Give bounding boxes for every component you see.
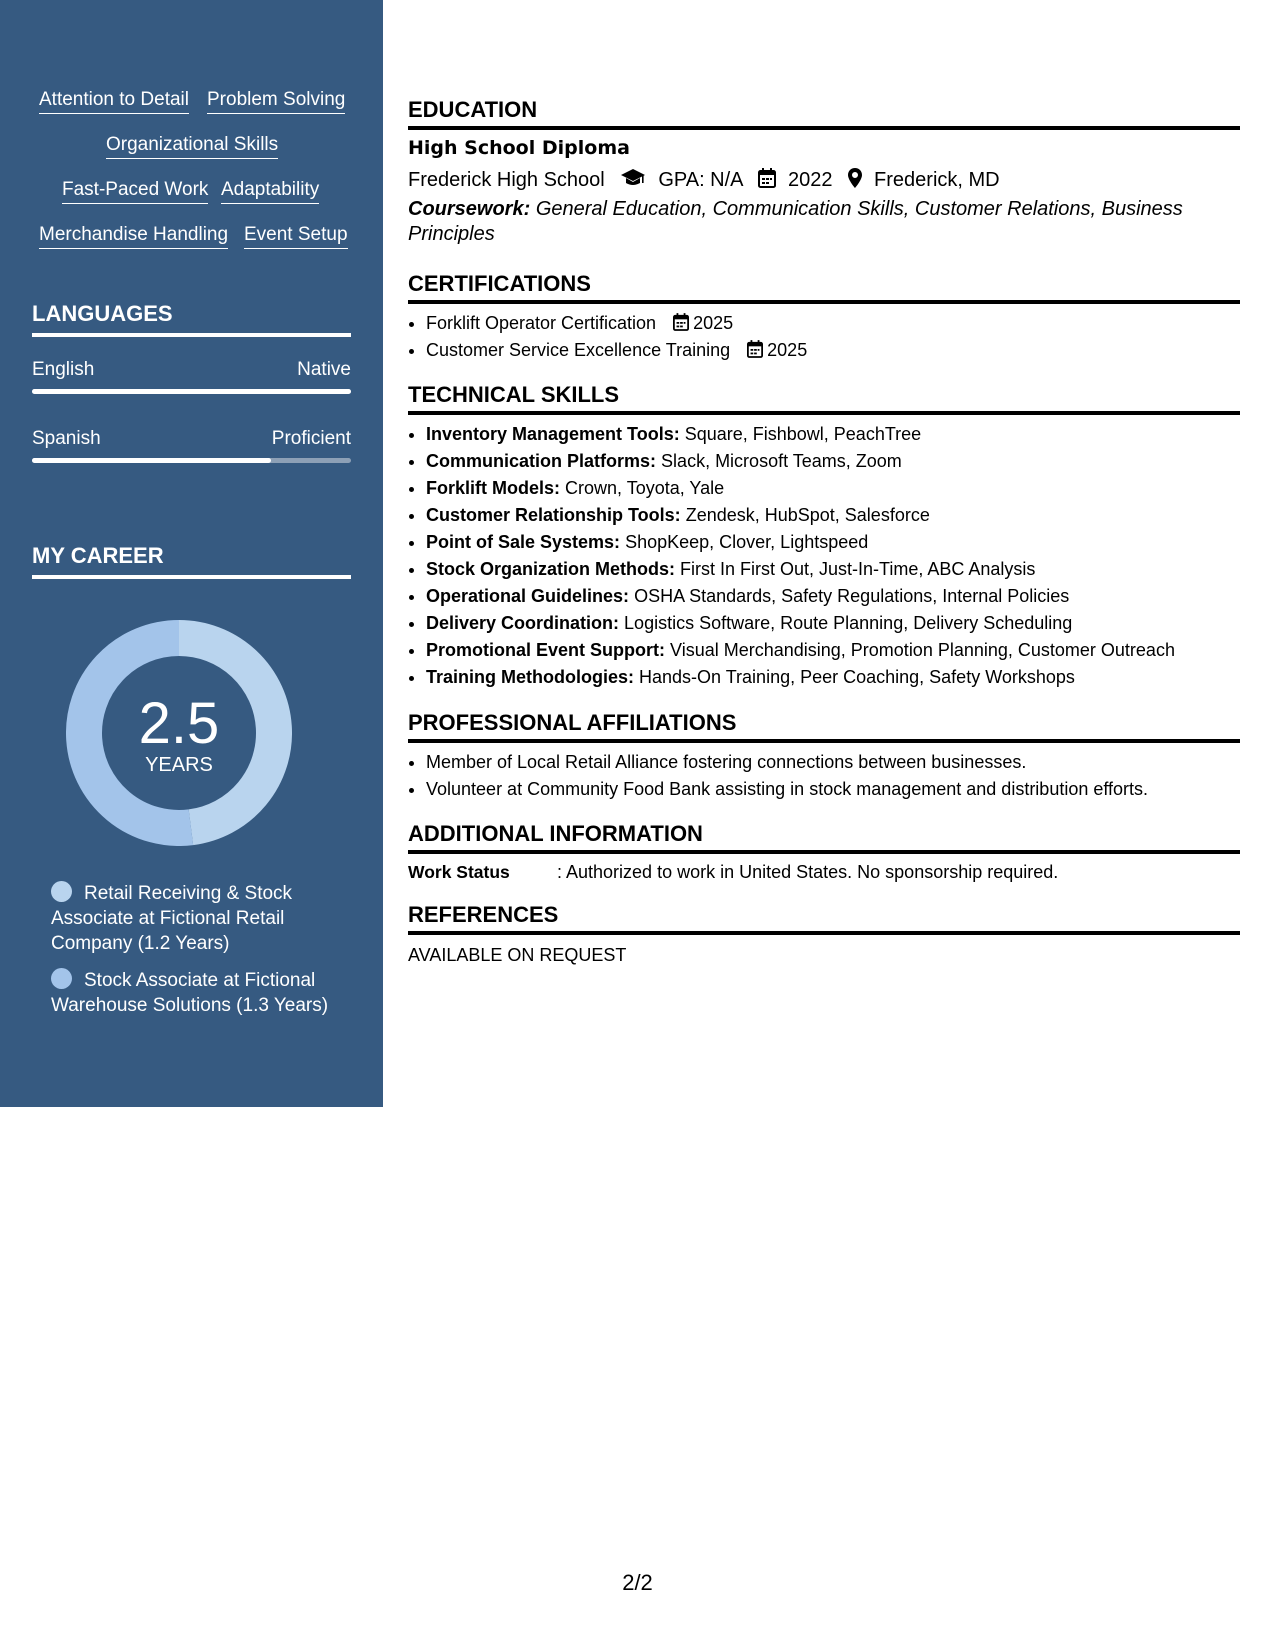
work-status-value: : Authorized to work in United States. No sponsorship required. (557, 862, 1059, 882)
skill-label: Operational Guidelines: (426, 586, 630, 606)
career-item (51, 968, 341, 1018)
certification-year: 2025 (767, 339, 808, 360)
skill-value: Logistics Software, Route Planning, Delivery Scheduling (624, 613, 1073, 633)
calendar-icon (673, 313, 689, 331)
references-text: AVAILABLE ON REQUEST (408, 945, 627, 965)
language-row (32, 359, 351, 381)
career-item (51, 881, 341, 956)
coursework-list: General Education, Communication Skills, Customer Relations, Business Principles (408, 198, 1183, 245)
skill-tag: Merchandise Handling (39, 222, 228, 249)
skill-value: Hands-On Training, Peer Coaching, Safety Workshops (639, 667, 1075, 687)
education-heading: EDUCATION (408, 96, 1240, 130)
career-total-unit: YEARS (145, 754, 213, 776)
career-legend-dot (51, 881, 72, 902)
language-bar (32, 458, 351, 463)
coursework-label: Coursework: (408, 198, 531, 220)
school-location: Frederick, MD (874, 169, 1000, 191)
list-item (426, 337, 1236, 364)
skill-label: Inventory Management Tools: (426, 424, 680, 444)
list-item (426, 421, 1236, 448)
gpa-text: GPA: N/A (658, 169, 743, 191)
technical-skills-heading: TECHNICAL SKILLS (408, 381, 1240, 415)
language-level: Native (297, 359, 351, 380)
list-item (426, 529, 1236, 556)
skill-label: Stock Organization Methods: (426, 559, 676, 579)
list-item (426, 448, 1236, 475)
list-item: • Volunteer at Community Food Bank assisting in stock management and distribution efforts. (426, 776, 1236, 803)
list-item (426, 610, 1236, 637)
coursework (408, 197, 1218, 247)
skill-tag: Event Setup (244, 222, 348, 249)
language-level: Proficient (271, 428, 351, 449)
graduation-year: 2022 (787, 169, 833, 191)
certification-year: 2025 (693, 313, 734, 333)
school-name: Frederick High School (408, 169, 605, 191)
skill-label: Delivery Coordination: (426, 613, 620, 633)
career-heading: MY CAREER (32, 543, 351, 579)
skill-value: Slack, Microsoft Teams, Zoom (661, 451, 902, 471)
certifications-heading: CERTIFICATIONS (408, 270, 1240, 304)
language-name: English (32, 359, 95, 380)
skill-value: ShopKeep, Clover, Lightspeed (625, 532, 869, 552)
skill-label: Training Methodologies: (426, 667, 634, 687)
calendar-icon (758, 168, 776, 188)
skill-label: Promotional Event Support: (426, 640, 666, 660)
certification-name: Customer Service Excellence Training (426, 339, 731, 360)
list-item (426, 310, 1236, 337)
skill-label: Point of Sale Systems: (426, 532, 621, 552)
skill-value: Square, Fishbowl, PeachTree (684, 424, 922, 444)
list-item: • Member of Local Retail Alliance fostering connections between businesses. (426, 749, 1236, 776)
skill-value: Visual Merchandising, Promotion Planning, Customer Outreach (670, 640, 1175, 660)
list-item (426, 475, 1236, 502)
languages-heading: LANGUAGES (32, 301, 351, 337)
technical-skills-list (426, 421, 1236, 691)
career-item-text: Retail Receiving & Stock Associate at Fictional Retail Company (1.2 Years) (51, 883, 293, 954)
skill-label: Forklift Models: (426, 478, 560, 498)
list-item (426, 583, 1236, 610)
language-bar-fill (32, 458, 271, 463)
list-item (426, 637, 1236, 664)
list-item (426, 556, 1236, 583)
affiliations-list (426, 749, 1236, 803)
degree-name: High School Diploma (408, 137, 630, 159)
references-heading: REFERENCES (408, 901, 1240, 935)
language-name: Spanish (32, 428, 101, 449)
skill-label: Customer Relationship Tools: (426, 505, 681, 525)
skill-tag: Organizational Skills (106, 132, 278, 159)
skill-label: Communication Platforms: (426, 451, 657, 471)
language-bar-fill (32, 389, 351, 394)
map-pin-icon (848, 168, 862, 188)
certifications-list (426, 310, 1236, 363)
language-row (32, 428, 351, 450)
education-details (408, 168, 1000, 192)
skill-value: Crown, Toyota, Yale (565, 478, 725, 498)
list-item (426, 664, 1236, 691)
work-status-label: Work Status (408, 862, 510, 882)
skill-tag: Attention to Detail (39, 87, 189, 114)
certification-name: Forklift Operator Certification (426, 313, 657, 333)
page-number: 2/2 (622, 1570, 653, 1595)
skill-tag: Problem Solving (207, 87, 345, 114)
sidebar (0, 0, 383, 1107)
career-total-value: 2.5 (138, 691, 220, 756)
calendar-icon (747, 340, 763, 358)
language-bar (32, 389, 351, 394)
career-item-text: Stock Associate at Fictional Warehouse Solutions (1.3 Years) (51, 970, 329, 1016)
skill-value: Zendesk, HubSpot, Salesforce (685, 505, 930, 525)
career-legend-dot (51, 968, 72, 989)
skill-value: OSHA Standards, Safety Regulations, Internal Policies (634, 586, 1070, 606)
skill-value: First In First Out, Just-In-Time, ABC Analysis (680, 559, 1036, 579)
graduation-cap-icon (620, 168, 646, 188)
degree-title (408, 137, 630, 160)
skill-tag: Fast-Paced Work (62, 177, 208, 204)
affiliations-heading: PROFESSIONAL AFFILIATIONS (408, 709, 1240, 743)
list-item (426, 502, 1236, 529)
skill-tag: Adaptability (221, 177, 319, 204)
additional-info-heading: ADDITIONAL INFORMATION (408, 820, 1240, 854)
